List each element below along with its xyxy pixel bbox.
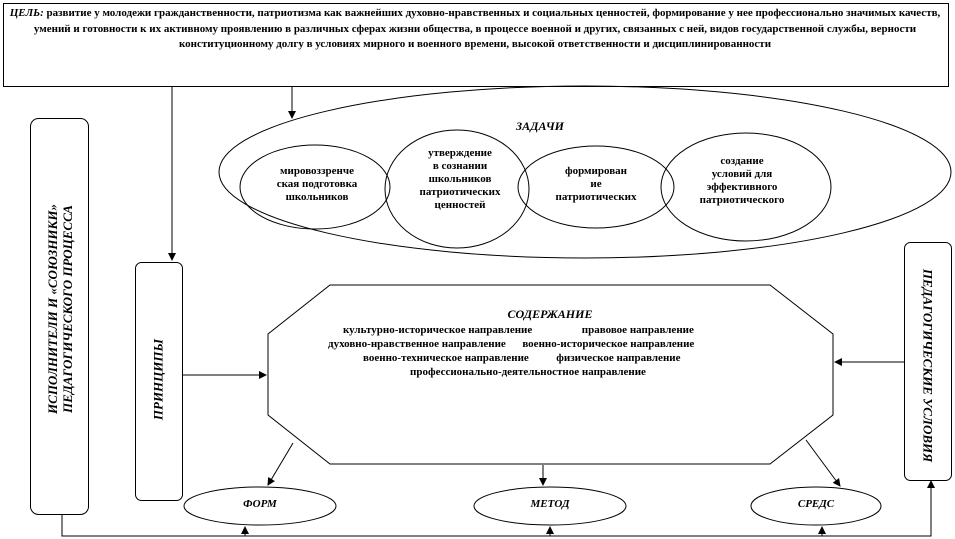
task-2-line: ценностей	[434, 199, 486, 211]
task-4-line: эффективного	[706, 181, 778, 193]
content-title: СОДЕРЖАНИЕ	[507, 307, 593, 321]
executors-label	[45, 111, 75, 507]
task-forming	[540, 165, 652, 204]
task-2-line: школьников	[428, 173, 492, 185]
task-1-line: школьников	[285, 191, 349, 203]
goal-label: ЦЕЛЬ:	[9, 7, 44, 19]
task-values	[408, 147, 512, 212]
task-2-line: в сознании	[432, 160, 488, 172]
task-3-line: ие	[590, 178, 602, 190]
content-row-3: военно-техническое направление физическое направление	[363, 352, 681, 364]
methods-label: МЕТОД	[530, 498, 570, 510]
forms-label: ФОРМ	[243, 498, 277, 510]
task-4-line: патриотического	[699, 194, 785, 206]
task-4-line: создание	[720, 155, 764, 167]
executors-label-line-1: ИСПОЛНИТЕЛИ И «СОЮЗНИКИ»	[45, 204, 60, 414]
content-row-1: культурно-историческое направление правовое направление	[343, 324, 694, 336]
task-worldview	[262, 165, 372, 204]
task-1-line: мировоззренче	[280, 165, 354, 177]
arrow-content-to-forms	[268, 443, 293, 485]
task-3-line: патриотических	[555, 191, 637, 203]
task-1-line: ская подготовка	[276, 178, 358, 190]
means-label: СРЕДС	[797, 498, 835, 510]
content-row-2: духовно-нравственное направление военно-историческое направление	[328, 338, 695, 350]
goal-text-block	[6, 6, 944, 53]
task-4-line: условий для	[711, 168, 773, 180]
arrow-content-to-means	[806, 440, 840, 486]
conditions-label: ПЕДАГОГИЧЕСКИЕ УСЛОВИЯ	[920, 268, 936, 463]
principles-label: ПРИНЦИПЫ	[150, 338, 166, 421]
content-row-4: профессионально-деятельностное направление	[410, 366, 646, 378]
tasks-title: ЗАДАЧИ	[515, 119, 565, 133]
task-2-line: патриотических	[419, 186, 501, 198]
task-3-line: формирован	[564, 165, 627, 177]
goal-text: развитие у молодежи гражданственности, патриотизма как важнейших духовно-нравственных и социальных ценностей, формирование у нее профессионально значимых качеств, умений и готовности к их активному проявлению в различных сферах жизни общества, в процессе военной и других, связанных с ней, видов государственной службы, верности конституционному долгу в условиях мирного и военного времени, высокой ответственности и дисциплинированности	[33, 7, 941, 50]
executors-label-line-2: ПЕДАГОГИЧЕСКОГО ПРОЦЕССА	[60, 205, 75, 413]
task-conditions	[688, 155, 796, 207]
task-2-line: утверждение	[428, 147, 492, 159]
